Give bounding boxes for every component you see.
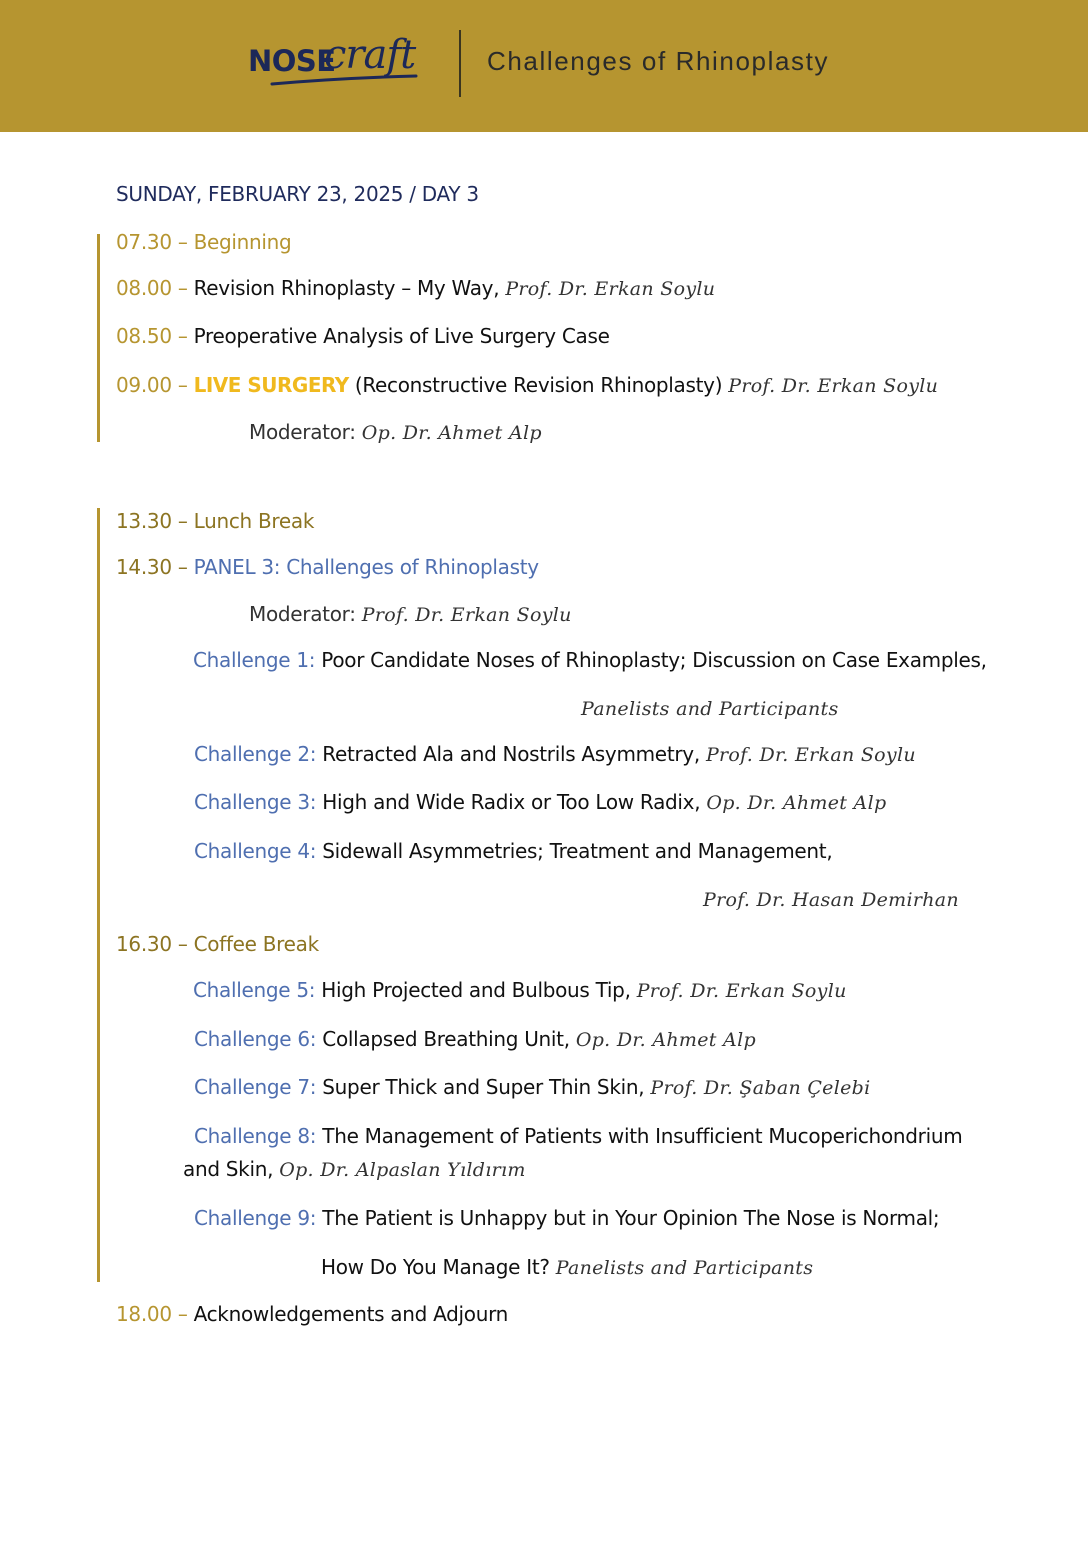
schedule-item-panel xyxy=(116,554,539,580)
schedule-item-preoperative xyxy=(116,323,610,349)
challenge-label: Challenge 6: xyxy=(194,1027,317,1051)
speaker-name: Prof. Dr. Erkan Soylu xyxy=(636,980,847,1002)
challenge-item xyxy=(194,1205,939,1231)
speaker-name: Panelists and Participants xyxy=(581,698,839,720)
logo-text-bold: NOSE xyxy=(248,44,336,78)
day-heading: SUNDAY, FEBRUARY 23, 2025 / DAY 3 xyxy=(116,182,479,206)
schedule-item-coffee xyxy=(116,931,319,957)
challenge-title: The Patient is Unhappy but in Your Opinion The Nose is Normal; xyxy=(322,1206,940,1230)
item-label: Coffee Break xyxy=(193,932,319,956)
logo-text-script: craft xyxy=(324,32,416,78)
header-title: Challenges of Rhinoplasty xyxy=(487,46,830,76)
speaker-name: Prof. Dr. Erkan Soylu xyxy=(505,278,716,300)
schedule-item-adjourn xyxy=(116,1301,508,1327)
challenge-label: Challenge 7: xyxy=(194,1075,317,1099)
challenge-continuation xyxy=(321,1254,813,1281)
challenge-speaker-line xyxy=(703,886,959,913)
challenge-label: Challenge 5: xyxy=(193,978,316,1002)
section-bar-afternoon xyxy=(97,508,100,1282)
challenge-label: Challenge 4: xyxy=(194,839,317,863)
challenge-item xyxy=(193,647,987,673)
speaker-name: Op. Dr. Ahmet Alp xyxy=(706,792,887,814)
challenge-item xyxy=(194,789,886,816)
item-title: Revision Rhinoplasty – My Way, xyxy=(193,276,500,300)
speaker-name: Prof. Dr. Hasan Demirhan xyxy=(703,889,959,911)
time-label: 16.30 – xyxy=(116,932,188,956)
time-label: 18.00 – xyxy=(116,1302,188,1326)
time-label: 08.00 – xyxy=(116,276,188,300)
challenge-title: Poor Candidate Noses of Rhinoplasty; Discussion on Case Examples, xyxy=(321,648,987,672)
schedule-item-live-surgery xyxy=(116,372,938,399)
time-label: 09.00 – xyxy=(116,373,188,397)
challenge-item xyxy=(194,741,916,768)
challenge-label: Challenge 2: xyxy=(194,742,317,766)
challenge-item xyxy=(193,977,847,1004)
live-surgery-highlight: LIVE SURGERY xyxy=(193,373,349,397)
challenge-speaker-line xyxy=(581,695,839,722)
moderator-name: Op. Dr. Ahmet Alp xyxy=(361,422,542,444)
challenge-item xyxy=(194,1123,962,1149)
challenge-label: Challenge 9: xyxy=(194,1206,317,1230)
speaker-name: Op. Dr. Alpaslan Yıldırım xyxy=(279,1159,526,1181)
panel-title: PANEL 3: Challenges of Rhinoplasty xyxy=(193,555,539,579)
challenge-continuation xyxy=(183,1156,526,1183)
challenge-label: Challenge 8: xyxy=(194,1124,317,1148)
challenge-title-cont: How Do You Manage It? xyxy=(321,1255,550,1279)
challenge-item xyxy=(194,1026,756,1053)
item-title: Preoperative Analysis of Live Surgery Case xyxy=(193,324,610,348)
item-label: Lunch Break xyxy=(193,509,315,533)
challenge-title: The Management of Patients with Insufficient Mucoperichondrium xyxy=(322,1124,963,1148)
speaker-name: Prof. Dr. Şaban Çelebi xyxy=(650,1077,871,1099)
moderator-line xyxy=(249,601,572,628)
challenge-title: Collapsed Breathing Unit, xyxy=(322,1027,570,1051)
moderator-line xyxy=(249,419,542,446)
challenge-title: High and Wide Radix or Too Low Radix, xyxy=(322,790,701,814)
schedule-item-revision xyxy=(116,275,715,302)
item-label: Beginning xyxy=(193,230,292,254)
time-label: 14.30 – xyxy=(116,555,188,579)
challenge-title: High Projected and Bulbous Tip, xyxy=(321,978,631,1002)
time-label: 07.30 – xyxy=(116,230,188,254)
item-title: (Reconstructive Revision Rhinoplasty) xyxy=(354,373,723,397)
speaker-name: Op. Dr. Ahmet Alp xyxy=(575,1029,756,1051)
schedule-item-lunch xyxy=(116,508,314,534)
item-title: Acknowledgements and Adjourn xyxy=(193,1302,509,1326)
challenge-label: Challenge 1: xyxy=(193,648,316,672)
challenge-title: Sidewall Asymmetries; Treatment and Management, xyxy=(322,839,833,863)
time-label: 08.50 – xyxy=(116,324,188,348)
speaker-name: Panelists and Participants xyxy=(555,1257,814,1279)
challenge-item xyxy=(194,1074,870,1101)
speaker-name: Prof. Dr. Erkan Soylu xyxy=(728,375,939,397)
time-label: 13.30 – xyxy=(116,509,188,533)
speaker-name: Prof. Dr. Erkan Soylu xyxy=(705,744,916,766)
challenge-label: Challenge 3: xyxy=(194,790,317,814)
challenge-title: Retracted Ala and Nostrils Asymmetry, xyxy=(322,742,700,766)
moderator-name: Prof. Dr. Erkan Soylu xyxy=(361,604,572,626)
schedule-item-beginning xyxy=(116,229,291,255)
section-bar-morning xyxy=(97,234,100,442)
moderator-label: Moderator: xyxy=(249,602,356,626)
challenge-title-cont: and Skin, xyxy=(183,1157,274,1181)
challenge-title: Super Thick and Super Thin Skin, xyxy=(322,1075,645,1099)
moderator-label: Moderator: xyxy=(249,420,356,444)
challenge-item xyxy=(194,838,832,864)
